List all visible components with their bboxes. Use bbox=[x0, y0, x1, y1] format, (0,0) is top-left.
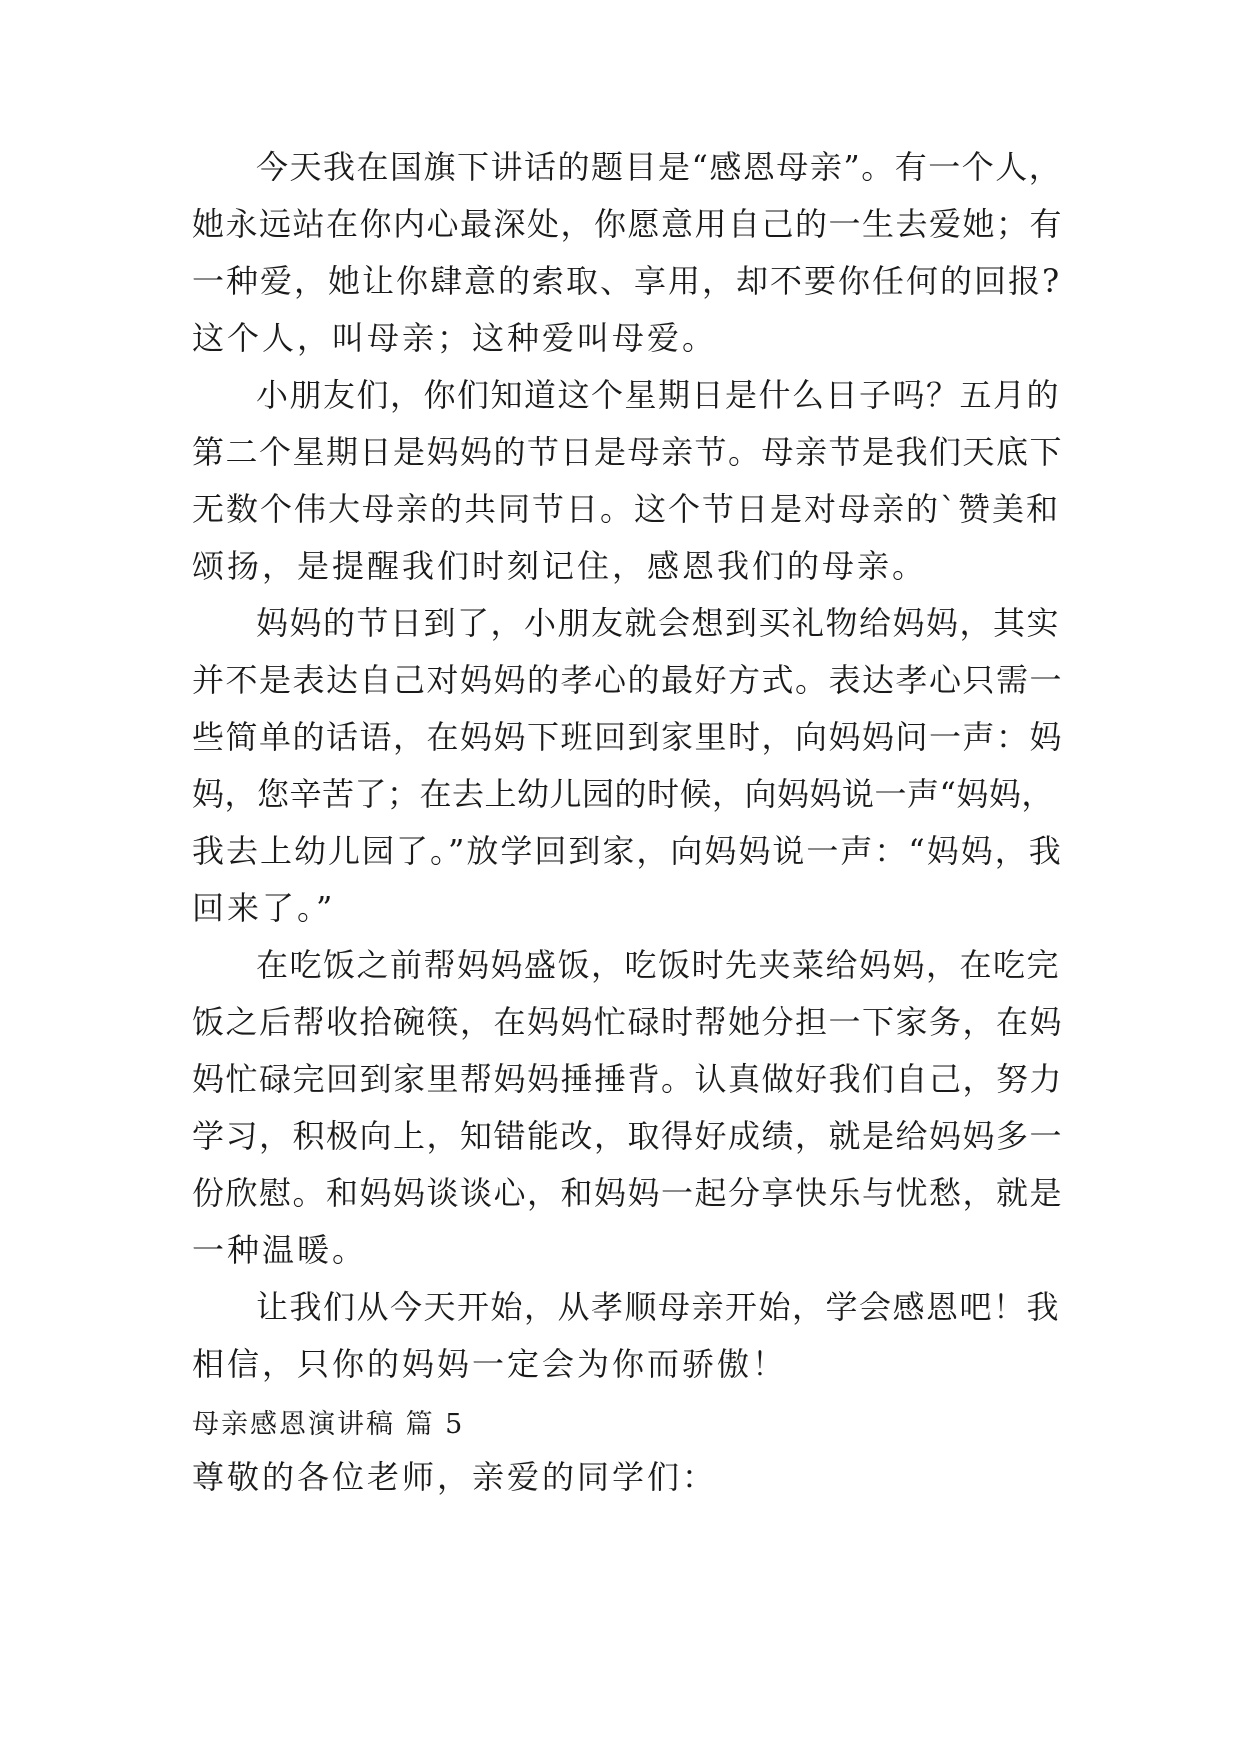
salutation: 尊敬的各位老师，亲爱的同学们： bbox=[192, 1458, 718, 1496]
paragraph-4-line-4: 学习，积极向上，知错能改，取得好成绩，就是给妈妈多一 bbox=[192, 1117, 1064, 1155]
paragraph-4-line-5: 份欣慰。和妈妈谈谈心，和妈妈一起分享快乐与忧愁，就是 bbox=[192, 1174, 1064, 1212]
paragraph-3-line-1: 妈妈的节日到了，小朋友就会想到买礼物给妈妈，其实 bbox=[256, 604, 1061, 642]
paragraph-4-line-6: 一种温暖。 bbox=[192, 1231, 368, 1269]
paragraph-2-line-1: 小朋友们，你们知道这个星期日是什么日子吗？五月的 bbox=[256, 376, 1061, 414]
paragraph-3-line-4: 妈，您辛苦了；在去上幼儿园的时候，向妈妈说一声“妈妈， bbox=[192, 775, 1054, 813]
paragraph-3-line-3: 些简单的话语，在妈妈下班回到家里时，向妈妈问一声：妈 bbox=[192, 718, 1064, 756]
paragraph-1-line-2: 她永远站在你内心最深处，你愿意用自己的一生去爱她；有 bbox=[192, 205, 1064, 243]
paragraph-4-line-3: 妈忙碌完回到家里帮妈妈捶捶背。认真做好我们自己，努力 bbox=[192, 1060, 1064, 1098]
paragraph-3-line-6: 回来了。” bbox=[192, 889, 336, 927]
section-heading: 母亲感恩演讲稿 篇 5 bbox=[192, 1409, 465, 1440]
paragraph-5-line-1: 让我们从今天开始，从孝顺母亲开始，学会感恩吧！我 bbox=[256, 1288, 1061, 1326]
paragraph-3-line-5: 我去上幼儿园了。”放学回到家，向妈妈说一声：“妈妈，我 bbox=[192, 832, 1063, 870]
paragraph-2-line-4: 颂扬，是提醒我们时刻记住，感恩我们的母亲。 bbox=[192, 547, 928, 585]
paragraph-4-line-1: 在吃饭之前帮妈妈盛饭，吃饭时先夹菜给妈妈，在吃完 bbox=[256, 946, 1061, 984]
paragraph-5-line-2: 相信，只你的妈妈一定会为你而骄傲！ bbox=[192, 1345, 788, 1383]
paragraph-1-line-4: 这个人，叫母亲；这种爱叫母爱。 bbox=[192, 319, 718, 357]
paragraph-2-line-2: 第二个星期日是妈妈的节日是母亲节。母亲节是我们天底下 bbox=[192, 433, 1064, 471]
paragraph-1-line-1: 今天我在国旗下讲话的题目是“感恩母亲”。有一个人， bbox=[256, 148, 1063, 186]
paragraph-4-line-2: 饭之后帮收拾碗筷，在妈妈忙碌时帮她分担一下家务，在妈 bbox=[192, 1003, 1064, 1041]
paragraph-3-line-2: 并不是表达自己对妈妈的孝心的最好方式。表达孝心只需一 bbox=[192, 661, 1064, 699]
paragraph-2-line-3: 无数个伟大母亲的共同节日。这个节日是对母亲的`赞美和 bbox=[192, 490, 1061, 528]
paragraph-1-line-3: 一种爱，她让你肆意的索取、享用，却不要你任何的回报? bbox=[192, 262, 1062, 300]
